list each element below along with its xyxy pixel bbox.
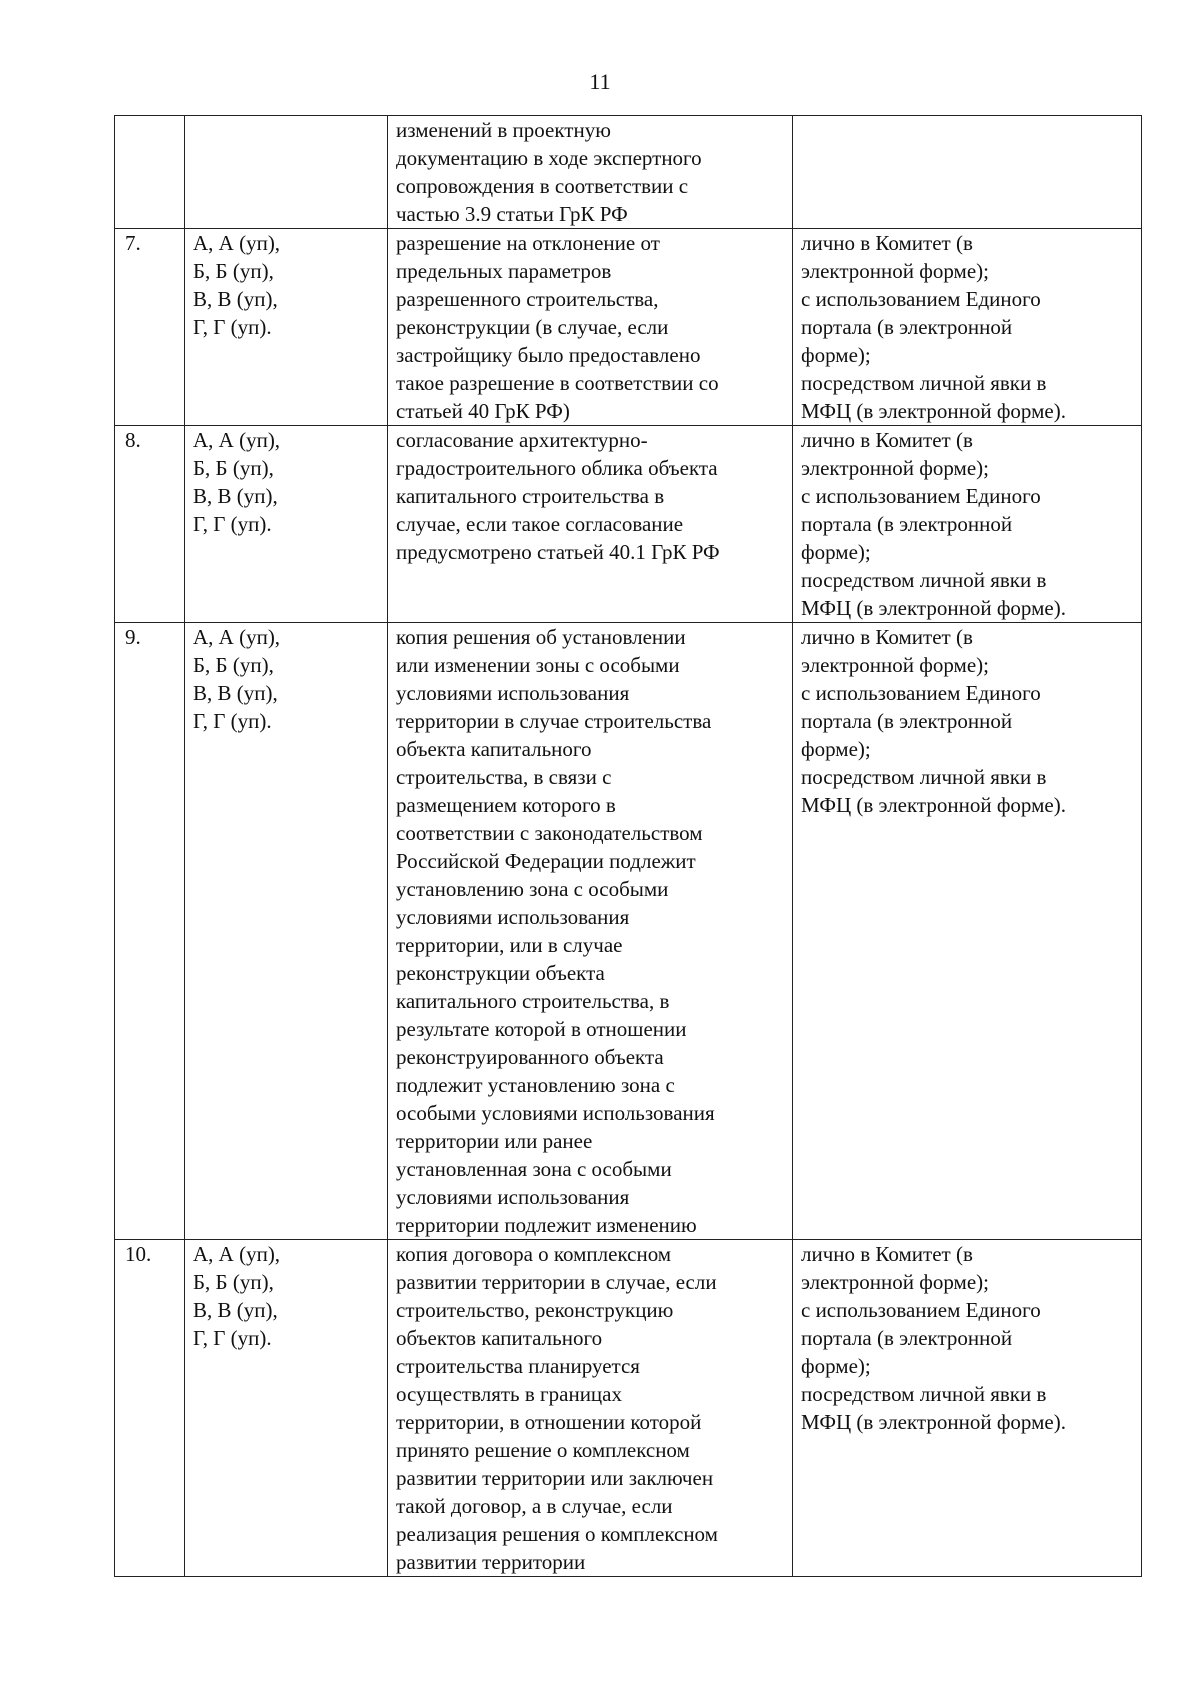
document-description-line: осуществлять в границах xyxy=(396,1382,622,1406)
document-description-line: условиями использования xyxy=(396,681,630,705)
submission-methods-line: с использованием Единого xyxy=(801,681,1041,705)
document-description-line: случае, если такое согласование xyxy=(396,512,684,536)
document-description-line: разрешенного строительства, xyxy=(396,287,659,311)
document-description-line: принято решение о комплексном xyxy=(396,1438,690,1462)
row-number-cell xyxy=(115,229,185,426)
document-description-line: условиями использования xyxy=(396,1185,630,1209)
categories-line: В, В (уп), xyxy=(193,1298,278,1322)
categories-line: Б, Б (уп), xyxy=(193,456,274,480)
document-description-line: реконструкции (в случае, если xyxy=(396,315,669,339)
document-description-line: реконструированного объекта xyxy=(396,1045,664,1069)
categories-cell xyxy=(185,623,388,1240)
document-description-cell xyxy=(388,229,793,426)
submission-methods-line: МФЦ (в электронной форме). xyxy=(801,596,1066,620)
document-description-line: изменений в проектную xyxy=(396,118,611,142)
submission-methods-line: портала (в электронной xyxy=(801,315,1013,339)
document-description-line: строительство, реконструкцию xyxy=(396,1298,674,1322)
submission-methods-line: портала (в электронной xyxy=(801,709,1013,733)
submission-methods-line: электронной форме); xyxy=(801,653,989,677)
document-description-line: такой договор, а в случае, если xyxy=(396,1494,673,1518)
document-description-line: такое разрешение в соответствии со xyxy=(396,371,719,395)
submission-methods-line: МФЦ (в электронной форме). xyxy=(801,399,1066,423)
document-description-line: развитии территории или заключен xyxy=(396,1466,714,1490)
document-description-line: реконструкции объекта xyxy=(396,961,605,985)
document-description-line: установлению зона с особыми xyxy=(396,877,669,901)
categories-line: Г, Г (уп). xyxy=(193,709,272,733)
document-description-line: результате которой в отношении xyxy=(396,1017,687,1041)
document-description-line: особыми условиями использования xyxy=(396,1101,715,1125)
document-table xyxy=(114,115,1142,1577)
document-description-line: застройщику было предоставлено xyxy=(396,343,701,367)
document-description-line: капитального строительства, в xyxy=(396,989,670,1013)
categories-line: Г, Г (уп). xyxy=(193,512,272,536)
document-description-line: развитии территории xyxy=(396,1550,586,1574)
document-description-line: сопровождения в соответствии с xyxy=(396,174,689,198)
document-description-line: объектов капитального xyxy=(396,1326,603,1350)
submission-methods-line: портала (в электронной xyxy=(801,512,1013,536)
table-row xyxy=(115,116,1142,229)
document-description-line: или изменении зоны с особыми xyxy=(396,653,680,677)
row-number: 10. xyxy=(125,1242,152,1266)
document-description-line: копия решения об установлении xyxy=(396,625,686,649)
document-description-line: территории, в отношении которой xyxy=(396,1410,702,1434)
submission-methods-line: форме); xyxy=(801,343,871,367)
submission-methods-cell xyxy=(793,116,1142,229)
document-description-line: копия договора о комплексном xyxy=(396,1242,672,1266)
document-description-cell xyxy=(388,1240,793,1577)
document-description-line: территории или ранее xyxy=(396,1129,593,1153)
table-row xyxy=(115,623,1142,1240)
categories-line: А, А (уп), xyxy=(193,1242,281,1266)
categories-line: Г, Г (уп). xyxy=(193,315,272,339)
submission-methods-line: лично в Комитет (в xyxy=(801,625,973,649)
document-description-line: подлежит установлению зона с xyxy=(396,1073,675,1097)
categories-line: А, А (уп), xyxy=(193,231,281,255)
document-description-line: строительства планируется xyxy=(396,1354,640,1378)
submission-methods-line: лично в Комитет (в xyxy=(801,231,973,255)
categories-line: А, А (уп), xyxy=(193,428,281,452)
document-description-line: капитального строительства в xyxy=(396,484,665,508)
table-body xyxy=(115,116,1142,1577)
categories-line: В, В (уп), xyxy=(193,484,278,508)
submission-methods-cell xyxy=(793,1240,1142,1577)
row-number-cell xyxy=(115,116,185,229)
document-description-line: статьей 40 ГрК РФ) xyxy=(396,399,570,423)
document-description-line: частью 3.9 статьи ГрК РФ xyxy=(396,202,628,226)
document-description-cell xyxy=(388,116,793,229)
document-description-line: территории, или в случае xyxy=(396,933,623,957)
document-description-line: условиями использования xyxy=(396,905,630,929)
document-description-line: разрешение на отклонение от xyxy=(396,231,660,255)
submission-methods-line: форме); xyxy=(801,1354,871,1378)
submission-methods-line: лично в Комитет (в xyxy=(801,428,973,452)
submission-methods-cell xyxy=(793,426,1142,623)
document-description-line: документацию в ходе экспертного xyxy=(396,146,702,170)
document-description-line: градостроительного облика объекта xyxy=(396,456,718,480)
categories-line: Б, Б (уп), xyxy=(193,1270,274,1294)
categories-cell xyxy=(185,426,388,623)
submission-methods-line: посредством личной явки в xyxy=(801,371,1047,395)
document-description-line: размещением которого в xyxy=(396,793,616,817)
document-description-line: территории подлежит изменению xyxy=(396,1213,697,1237)
document-description-line: объекта капитального xyxy=(396,737,592,761)
categories-cell xyxy=(185,1240,388,1577)
row-number: 9. xyxy=(125,625,141,649)
document-description-line: развитии территории в случае, если xyxy=(396,1270,717,1294)
categories-cell xyxy=(185,116,388,229)
row-number-cell xyxy=(115,1240,185,1577)
row-number-cell xyxy=(115,426,185,623)
document-description-line: предельных параметров xyxy=(396,259,612,283)
submission-methods-line: МФЦ (в электронной форме). xyxy=(801,1410,1066,1434)
categories-line: А, А (уп), xyxy=(193,625,281,649)
table-row xyxy=(115,229,1142,426)
document-description-line: строительства, в связи с xyxy=(396,765,612,789)
submission-methods-line: МФЦ (в электронной форме). xyxy=(801,793,1066,817)
categories-line: Б, Б (уп), xyxy=(193,259,274,283)
submission-methods-line: электронной форме); xyxy=(801,1270,989,1294)
submission-methods-line: с использованием Единого xyxy=(801,287,1041,311)
submission-methods-line: электронной форме); xyxy=(801,456,989,480)
table-row xyxy=(115,1240,1142,1577)
page-number: 11 xyxy=(589,69,611,94)
submission-methods-line: посредством личной явки в xyxy=(801,765,1047,789)
categories-line: Г, Г (уп). xyxy=(193,1326,272,1350)
submission-methods-cell xyxy=(793,623,1142,1240)
document-description-line: территории в случае строительства xyxy=(396,709,712,733)
categories-line: В, В (уп), xyxy=(193,287,278,311)
document-description-line: предусмотрено статьей 40.1 ГрК РФ xyxy=(396,540,720,564)
submission-methods-line: посредством личной явки в xyxy=(801,568,1047,592)
categories-cell xyxy=(185,229,388,426)
submission-methods-line: форме); xyxy=(801,540,871,564)
categories-line: Б, Б (уп), xyxy=(193,653,274,677)
submission-methods-line: посредством личной явки в xyxy=(801,1382,1047,1406)
table-row xyxy=(115,426,1142,623)
submission-methods-line: с использованием Единого xyxy=(801,484,1041,508)
submission-methods-line: форме); xyxy=(801,737,871,761)
row-number: 7. xyxy=(125,231,141,255)
document-description-cell xyxy=(388,623,793,1240)
document-description-cell xyxy=(388,426,793,623)
submission-methods-cell xyxy=(793,229,1142,426)
document-description-line: установленная зона с особыми xyxy=(396,1157,672,1181)
submission-methods-line: электронной форме); xyxy=(801,259,989,283)
categories-line: В, В (уп), xyxy=(193,681,278,705)
submission-methods-line: портала (в электронной xyxy=(801,1326,1013,1350)
row-number: 8. xyxy=(125,428,141,452)
row-number-cell xyxy=(115,623,185,1240)
submission-methods-line: лично в Комитет (в xyxy=(801,1242,973,1266)
document-description-line: соответствии с законодательством xyxy=(396,821,703,845)
document-description-line: согласование архитектурно- xyxy=(396,428,648,452)
submission-methods-line: с использованием Единого xyxy=(801,1298,1041,1322)
document-description-line: реализация решения о комплексном xyxy=(396,1522,718,1546)
document-description-line: Российской Федерации подлежит xyxy=(396,849,696,873)
